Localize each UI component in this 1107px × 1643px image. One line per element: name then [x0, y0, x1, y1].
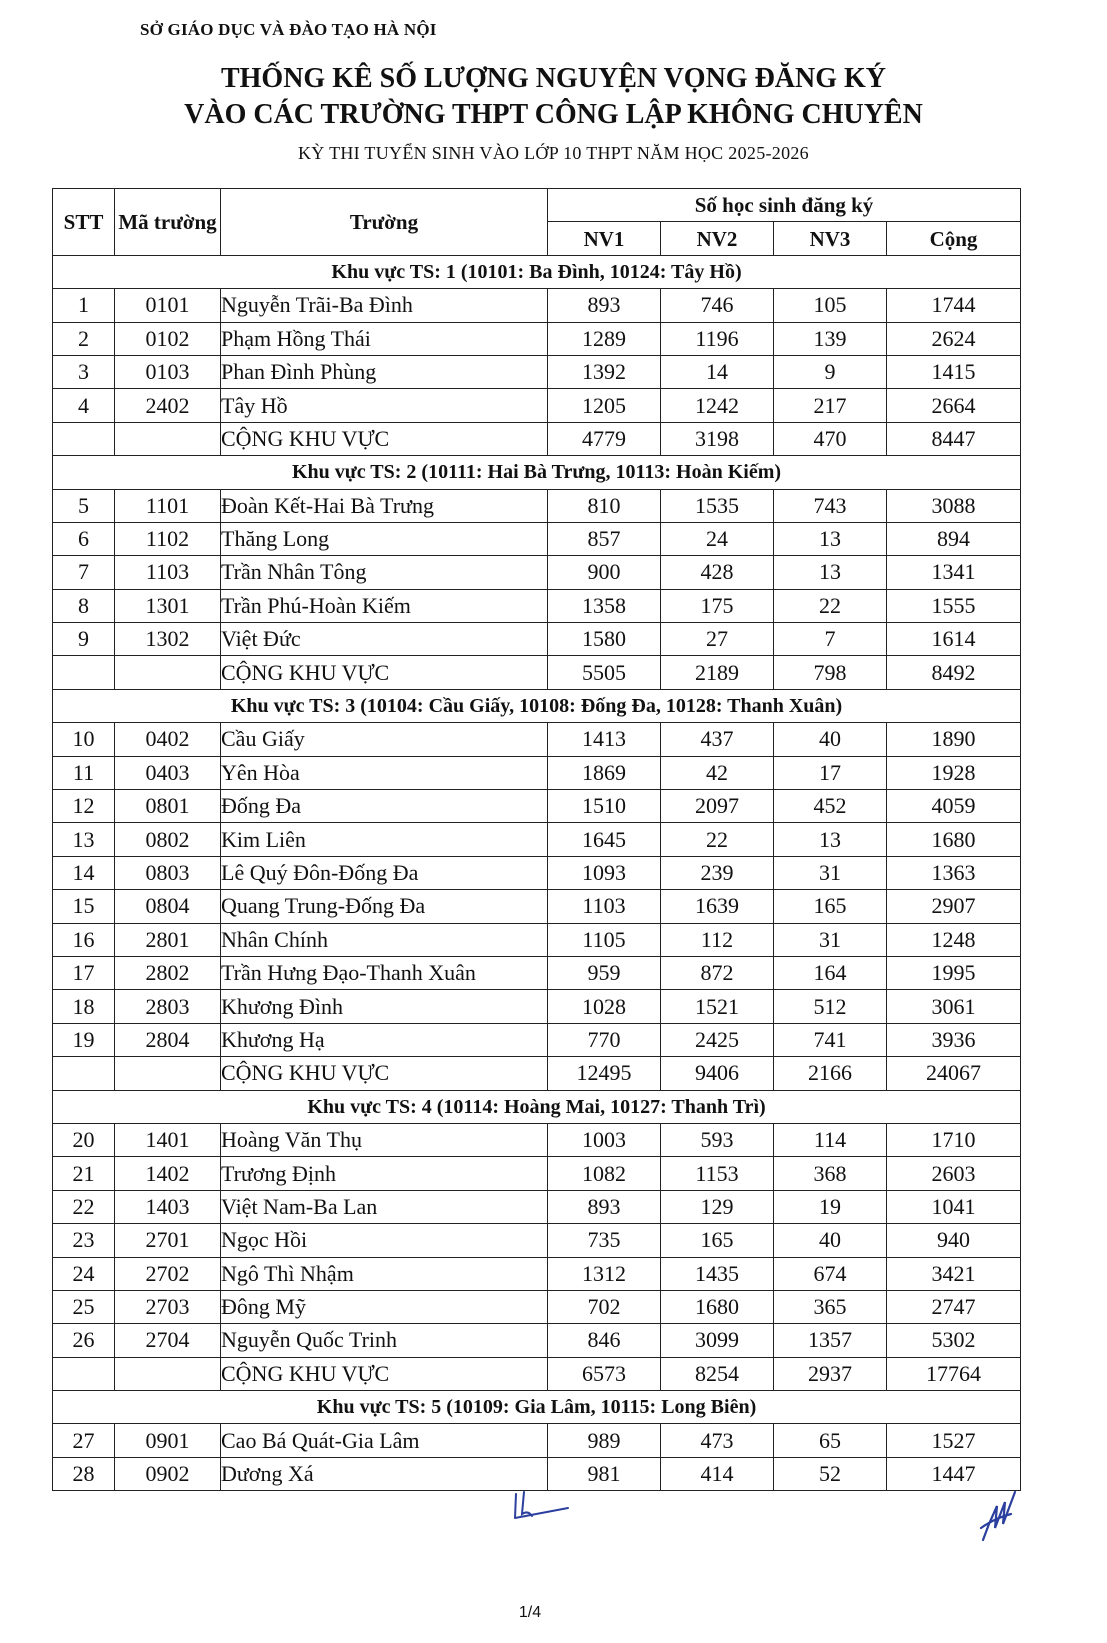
region-title: Khu vực TS: 3 (10104: Cầu Giấy, 10108: Đống Đa, 10128: Thanh Xuân)	[53, 689, 1021, 722]
row-nv2: 872	[661, 956, 774, 989]
row-nv3: 1357	[774, 1324, 887, 1357]
row-nv2: 42	[661, 756, 774, 789]
region-total-label: CỘNG KHU VỰC	[221, 1057, 548, 1090]
row-school-name: Kim Liên	[221, 823, 548, 856]
row-school-name: Đông Mỹ	[221, 1290, 548, 1323]
table-row	[53, 322, 1021, 355]
row-total: 2664	[887, 389, 1021, 422]
row-school-name: Việt Đức	[221, 623, 548, 656]
region-total-sum: 8447	[887, 422, 1021, 455]
row-nv2: 437	[661, 723, 774, 756]
row-stt: 5	[53, 489, 115, 522]
row-nv2: 1242	[661, 389, 774, 422]
table-body	[53, 255, 1021, 1490]
row-school-name: Cao Bá Quát-Gia Lâm	[221, 1424, 548, 1457]
row-school-code: 1402	[115, 1157, 221, 1190]
row-nv1: 857	[548, 522, 661, 555]
row-school-code: 1103	[115, 556, 221, 589]
row-school-name: Tây Hồ	[221, 389, 548, 422]
row-total: 894	[887, 522, 1021, 555]
table-row	[53, 389, 1021, 422]
row-nv1: 1289	[548, 322, 661, 355]
row-stt: 19	[53, 1023, 115, 1056]
row-school-name: Nguyễn Quốc Trinh	[221, 1324, 548, 1357]
page-number: 1/4	[518, 1604, 542, 1621]
row-stt: 2	[53, 322, 115, 355]
header-nv1: NV1	[548, 222, 661, 255]
row-school-code: 0804	[115, 890, 221, 923]
row-nv2: 1535	[661, 489, 774, 522]
row-total: 1744	[887, 289, 1021, 322]
row-nv2: 2097	[661, 790, 774, 823]
row-nv1: 893	[548, 1190, 661, 1223]
row-school-name: Thăng Long	[221, 522, 548, 555]
total-code-empty	[115, 656, 221, 689]
row-stt: 15	[53, 890, 115, 923]
row-stt: 22	[53, 1190, 115, 1223]
row-nv1: 989	[548, 1424, 661, 1457]
region-total-nv1: 12495	[548, 1057, 661, 1090]
row-nv3: 743	[774, 489, 887, 522]
total-code-empty	[115, 422, 221, 455]
row-nv3: 65	[774, 1424, 887, 1457]
row-nv1: 1510	[548, 790, 661, 823]
row-total: 4059	[887, 790, 1021, 823]
table-row	[53, 923, 1021, 956]
row-total: 1447	[887, 1457, 1021, 1490]
row-nv1: 1580	[548, 623, 661, 656]
region-total-nv2: 3198	[661, 422, 774, 455]
row-nv3: 22	[774, 589, 887, 622]
row-total: 1341	[887, 556, 1021, 589]
row-nv2: 473	[661, 1424, 774, 1457]
row-school-name: Dương Xá	[221, 1457, 548, 1490]
header-school: Trường	[221, 189, 548, 256]
row-nv1: 1645	[548, 823, 661, 856]
row-nv3: 674	[774, 1257, 887, 1290]
row-nv2: 1196	[661, 322, 774, 355]
row-nv3: 7	[774, 623, 887, 656]
header-registered-students: Số học sinh đăng ký	[548, 189, 1021, 222]
region-total-sum: 24067	[887, 1057, 1021, 1090]
row-total: 3936	[887, 1023, 1021, 1056]
table-header	[53, 189, 1021, 256]
row-school-code: 0103	[115, 355, 221, 388]
table-row	[53, 956, 1021, 989]
row-nv3: 31	[774, 923, 887, 956]
row-school-code: 0901	[115, 1424, 221, 1457]
table-row	[53, 856, 1021, 889]
row-nv1: 1093	[548, 856, 661, 889]
row-stt: 9	[53, 623, 115, 656]
row-nv1: 1312	[548, 1257, 661, 1290]
row-nv3: 40	[774, 1224, 887, 1257]
row-nv1: 735	[548, 1224, 661, 1257]
document-title-line-2: VÀO CÁC TRƯỜNG THPT CÔNG LẬP KHÔNG CHUYÊN	[184, 99, 923, 130]
row-nv3: 114	[774, 1123, 887, 1156]
table-row	[53, 1023, 1021, 1056]
row-nv1: 1003	[548, 1123, 661, 1156]
row-stt: 4	[53, 389, 115, 422]
table-row	[53, 489, 1021, 522]
row-stt: 12	[53, 790, 115, 823]
row-stt: 26	[53, 1324, 115, 1357]
row-school-code: 2801	[115, 923, 221, 956]
row-total: 2907	[887, 890, 1021, 923]
row-nv3: 164	[774, 956, 887, 989]
row-total: 5302	[887, 1324, 1021, 1357]
region-total-label: CỘNG KHU VỰC	[221, 1357, 548, 1390]
row-nv1: 810	[548, 489, 661, 522]
row-nv2: 1639	[661, 890, 774, 923]
row-stt: 28	[53, 1457, 115, 1490]
row-nv3: 31	[774, 856, 887, 889]
row-total: 1527	[887, 1424, 1021, 1457]
row-nv3: 9	[774, 355, 887, 388]
row-stt: 11	[53, 756, 115, 789]
row-nv3: 165	[774, 890, 887, 923]
row-school-code: 1302	[115, 623, 221, 656]
row-school-code: 0902	[115, 1457, 221, 1490]
row-nv3: 19	[774, 1190, 887, 1223]
region-total-sum: 8492	[887, 656, 1021, 689]
row-nv1: 1413	[548, 723, 661, 756]
row-stt: 7	[53, 556, 115, 589]
row-school-code: 0801	[115, 790, 221, 823]
table-row	[53, 756, 1021, 789]
row-school-name: Phạm Hồng Thái	[221, 322, 548, 355]
row-school-code: 2803	[115, 990, 221, 1023]
row-nv2: 428	[661, 556, 774, 589]
row-total: 1890	[887, 723, 1021, 756]
row-nv3: 741	[774, 1023, 887, 1056]
table-row	[53, 1457, 1021, 1490]
row-nv3: 40	[774, 723, 887, 756]
row-stt: 1	[53, 289, 115, 322]
row-nv1: 1028	[548, 990, 661, 1023]
region-total-sum: 17764	[887, 1357, 1021, 1390]
region-total-nv2: 8254	[661, 1357, 774, 1390]
row-stt: 16	[53, 923, 115, 956]
table-row	[53, 522, 1021, 555]
row-nv1: 770	[548, 1023, 661, 1056]
region-total-label: CỘNG KHU VỰC	[221, 422, 548, 455]
row-school-code: 0803	[115, 856, 221, 889]
row-nv2: 414	[661, 1457, 774, 1490]
table-row	[53, 1324, 1021, 1357]
total-stt-empty	[53, 1057, 115, 1090]
row-school-code: 0802	[115, 823, 221, 856]
total-stt-empty	[53, 656, 115, 689]
row-school-name: Yên Hòa	[221, 756, 548, 789]
table-row	[53, 556, 1021, 589]
signature-right	[975, 1488, 1025, 1548]
row-total: 1614	[887, 623, 1021, 656]
region-total-nv3: 798	[774, 656, 887, 689]
region-header-row	[53, 689, 1021, 722]
total-stt-empty	[53, 1357, 115, 1390]
table-row	[53, 623, 1021, 656]
region-header-row	[53, 255, 1021, 288]
row-total: 1555	[887, 589, 1021, 622]
row-school-code: 1102	[115, 522, 221, 555]
row-nv3: 368	[774, 1157, 887, 1190]
region-total-nv3: 2937	[774, 1357, 887, 1390]
total-stt-empty	[53, 422, 115, 455]
row-nv1: 1358	[548, 589, 661, 622]
document-title-line-1: THỐNG KÊ SỐ LƯỢNG NGUYỆN VỌNG ĐĂNG KÝ	[220, 63, 887, 94]
row-nv2: 14	[661, 355, 774, 388]
row-nv1: 900	[548, 556, 661, 589]
row-school-code: 2802	[115, 956, 221, 989]
row-total: 940	[887, 1224, 1021, 1257]
row-nv2: 27	[661, 623, 774, 656]
row-nv2: 112	[661, 923, 774, 956]
row-nv1: 1869	[548, 756, 661, 789]
region-total-label: CỘNG KHU VỰC	[221, 656, 548, 689]
row-school-name: Quang Trung-Đống Đa	[221, 890, 548, 923]
row-school-code: 2703	[115, 1290, 221, 1323]
row-school-code: 2704	[115, 1324, 221, 1357]
row-stt: 14	[53, 856, 115, 889]
row-school-name: Nguyễn Trãi-Ba Đình	[221, 289, 548, 322]
row-nv3: 13	[774, 556, 887, 589]
row-total: 1928	[887, 756, 1021, 789]
row-school-name: Đống Đa	[221, 790, 548, 823]
header-stt: STT	[53, 189, 115, 256]
row-nv1: 959	[548, 956, 661, 989]
row-school-code: 1301	[115, 589, 221, 622]
row-school-code: 0101	[115, 289, 221, 322]
row-school-name: Trần Phú-Hoàn Kiếm	[221, 589, 548, 622]
header-nv3: NV3	[774, 222, 887, 255]
row-stt: 10	[53, 723, 115, 756]
row-total: 1995	[887, 956, 1021, 989]
region-total-row	[53, 1357, 1021, 1390]
row-total: 2624	[887, 322, 1021, 355]
row-nv2: 1680	[661, 1290, 774, 1323]
row-stt: 21	[53, 1157, 115, 1190]
row-total: 1041	[887, 1190, 1021, 1223]
row-total: 3421	[887, 1257, 1021, 1290]
row-school-code: 2402	[115, 389, 221, 422]
row-school-name: Việt Nam-Ba Lan	[221, 1190, 548, 1223]
table-row	[53, 723, 1021, 756]
row-nv2: 165	[661, 1224, 774, 1257]
row-school-code: 0403	[115, 756, 221, 789]
row-nv1: 981	[548, 1457, 661, 1490]
region-total-nv1: 6573	[548, 1357, 661, 1390]
row-total: 3061	[887, 990, 1021, 1023]
region-total-row	[53, 422, 1021, 455]
row-nv2: 24	[661, 522, 774, 555]
row-school-code: 1401	[115, 1123, 221, 1156]
issuing-organization: SỞ GIÁO DỤC VÀ ĐÀO TẠO HÀ NỘI	[140, 20, 437, 39]
table-row	[53, 289, 1021, 322]
region-total-nv1: 5505	[548, 656, 661, 689]
row-stt: 17	[53, 956, 115, 989]
table-row	[53, 355, 1021, 388]
region-total-nv1: 4779	[548, 422, 661, 455]
row-school-name: Hoàng Văn Thụ	[221, 1123, 548, 1156]
region-header-row	[53, 1391, 1021, 1424]
table-row	[53, 990, 1021, 1023]
row-total: 1415	[887, 355, 1021, 388]
table-row	[53, 1123, 1021, 1156]
row-school-name: Khương Hạ	[221, 1023, 548, 1056]
table-row	[53, 1290, 1021, 1323]
region-title: Khu vực TS: 4 (10114: Hoàng Mai, 10127: Thanh Trì)	[53, 1090, 1021, 1123]
row-school-code: 1101	[115, 489, 221, 522]
total-code-empty	[115, 1057, 221, 1090]
row-nv2: 129	[661, 1190, 774, 1223]
row-nv3: 13	[774, 522, 887, 555]
row-nv1: 1103	[548, 890, 661, 923]
row-stt: 23	[53, 1224, 115, 1257]
row-nv2: 746	[661, 289, 774, 322]
region-total-nv2: 2189	[661, 656, 774, 689]
row-nv1: 846	[548, 1324, 661, 1357]
row-nv1: 1105	[548, 923, 661, 956]
region-total-row	[53, 1057, 1021, 1090]
row-total: 1248	[887, 923, 1021, 956]
row-nv2: 22	[661, 823, 774, 856]
row-stt: 8	[53, 589, 115, 622]
document-subtitle: KỲ THI TUYỂN SINH VÀO LỚP 10 THPT NĂM HỌC 2025-2026	[298, 143, 809, 163]
row-school-name: Nhân Chính	[221, 923, 548, 956]
region-total-nv2: 9406	[661, 1057, 774, 1090]
row-total: 1680	[887, 823, 1021, 856]
row-nv1: 1205	[548, 389, 661, 422]
row-total: 2603	[887, 1157, 1021, 1190]
row-nv2: 2425	[661, 1023, 774, 1056]
row-nv3: 452	[774, 790, 887, 823]
row-stt: 24	[53, 1257, 115, 1290]
row-school-name: Trương Định	[221, 1157, 548, 1190]
row-nv2: 593	[661, 1123, 774, 1156]
table-row	[53, 1157, 1021, 1190]
row-nv2: 239	[661, 856, 774, 889]
row-nv3: 52	[774, 1457, 887, 1490]
table-row	[53, 1424, 1021, 1457]
row-stt: 27	[53, 1424, 115, 1457]
row-school-name: Ngọc Hồi	[221, 1224, 548, 1257]
row-nv2: 175	[661, 589, 774, 622]
row-school-name: Lê Quý Đôn-Đống Đa	[221, 856, 548, 889]
row-school-name: Trần Nhân Tông	[221, 556, 548, 589]
row-nv2: 1153	[661, 1157, 774, 1190]
row-nv3: 17	[774, 756, 887, 789]
row-total: 1710	[887, 1123, 1021, 1156]
row-nv2: 1435	[661, 1257, 774, 1290]
row-school-name: Đoàn Kết-Hai Bà Trưng	[221, 489, 548, 522]
row-school-name: Phan Đình Phùng	[221, 355, 548, 388]
header-school-code: Mã trường	[115, 189, 221, 256]
row-school-code: 2701	[115, 1224, 221, 1257]
row-nv2: 1521	[661, 990, 774, 1023]
row-stt: 20	[53, 1123, 115, 1156]
signature-left	[506, 1488, 576, 1528]
region-title: Khu vực TS: 1 (10101: Ba Đình, 10124: Tây Hồ)	[53, 255, 1021, 288]
row-nv3: 105	[774, 289, 887, 322]
row-nv2: 3099	[661, 1324, 774, 1357]
region-total-nv3: 470	[774, 422, 887, 455]
row-school-name: Trần Hưng Đạo-Thanh Xuân	[221, 956, 548, 989]
table-row	[53, 1224, 1021, 1257]
table-row	[53, 589, 1021, 622]
row-nv1: 1392	[548, 355, 661, 388]
row-stt: 25	[53, 1290, 115, 1323]
table-row	[53, 1257, 1021, 1290]
row-stt: 18	[53, 990, 115, 1023]
row-school-code: 2702	[115, 1257, 221, 1290]
row-nv1: 1082	[548, 1157, 661, 1190]
header-nv2: NV2	[661, 222, 774, 255]
table-row	[53, 790, 1021, 823]
row-nv3: 217	[774, 389, 887, 422]
row-nv3: 365	[774, 1290, 887, 1323]
row-nv1: 702	[548, 1290, 661, 1323]
row-nv3: 13	[774, 823, 887, 856]
region-header-row	[53, 456, 1021, 489]
region-title: Khu vực TS: 2 (10111: Hai Bà Trưng, 10113: Hoàn Kiếm)	[53, 456, 1021, 489]
row-school-name: Ngô Thì Nhậm	[221, 1257, 548, 1290]
table-row	[53, 823, 1021, 856]
row-nv3: 512	[774, 990, 887, 1023]
region-total-row	[53, 656, 1021, 689]
row-stt: 3	[53, 355, 115, 388]
row-school-code: 0402	[115, 723, 221, 756]
row-school-name: Cầu Giấy	[221, 723, 548, 756]
row-school-code: 2804	[115, 1023, 221, 1056]
row-stt: 13	[53, 823, 115, 856]
row-nv1: 893	[548, 289, 661, 322]
row-nv3: 139	[774, 322, 887, 355]
registration-table	[52, 188, 1021, 1491]
table-row	[53, 1190, 1021, 1223]
total-code-empty	[115, 1357, 221, 1390]
row-stt: 6	[53, 522, 115, 555]
region-header-row	[53, 1090, 1021, 1123]
row-total: 2747	[887, 1290, 1021, 1323]
header-total: Cộng	[887, 222, 1021, 255]
region-title: Khu vực TS: 5 (10109: Gia Lâm, 10115: Long Biên)	[53, 1391, 1021, 1424]
table-row	[53, 890, 1021, 923]
row-school-name: Khương Đình	[221, 990, 548, 1023]
row-school-code: 1403	[115, 1190, 221, 1223]
region-total-nv3: 2166	[774, 1057, 887, 1090]
row-total: 1363	[887, 856, 1021, 889]
row-total: 3088	[887, 489, 1021, 522]
row-school-code: 0102	[115, 322, 221, 355]
